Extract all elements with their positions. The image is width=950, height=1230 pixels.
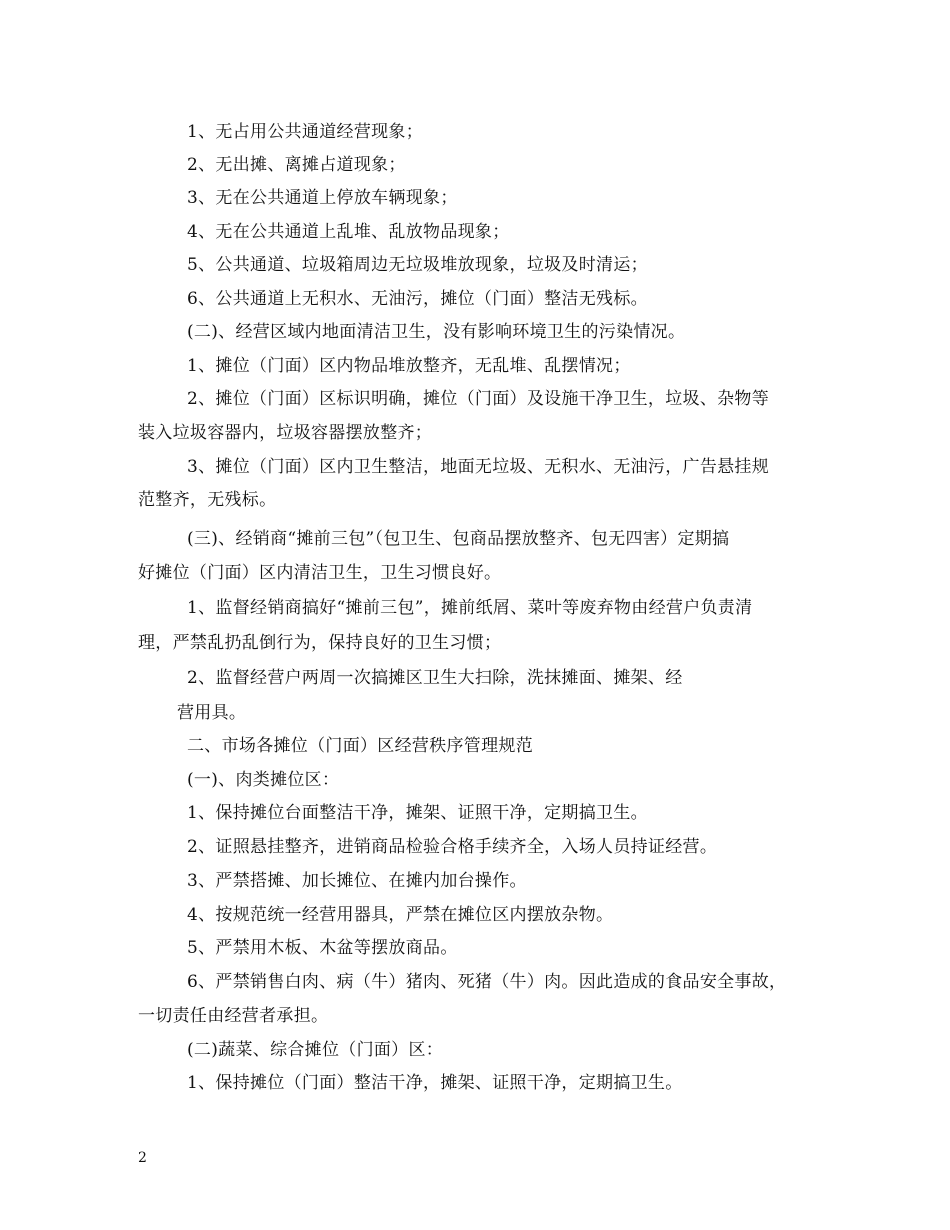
text-line: 范整齐，无残标。 <box>138 490 277 510</box>
section-heading: (二)、经营区域内地面清洁卫生，没有影响环境卫生的污染情况。 <box>187 322 686 342</box>
section-heading: (三)、经销商“摊前三包”（包卫生、包商品摆放整齐、包无四害）定期搞 <box>187 529 730 549</box>
text-line: 1、保持摊位台面整洁干净，摊架、证照干净，定期搞卫生。 <box>187 803 648 823</box>
text-line: 1、监督经销商搞好“摊前三包”，摊前纸屑、菜叶等废弃物由经营户负责清 <box>187 598 753 618</box>
text-line: 5、严禁用木板、木盆等摆放商品。 <box>187 938 458 958</box>
text-line: 4、按规范统一经营用器具，严禁在摊位区内摆放杂物。 <box>187 905 614 925</box>
page-number: 2 <box>138 1150 147 1166</box>
text-line: 3、无在公共通道上停放车辆现象； <box>187 188 458 208</box>
text-line: 2、摊位（门面）区标识明确，摊位（门面）及设施干净卫生，垃圾、杂物等 <box>187 389 770 409</box>
text-line: 3、摊位（门面）区内卫生整洁，地面无垃圾、无积水、无油污，广告悬挂规 <box>187 457 770 477</box>
section-heading: (一)、肉类摊位区： <box>187 770 340 790</box>
text-line: 5、公共通道、垃圾箱周边无垃圾堆放现象，垃圾及时清运； <box>187 255 648 275</box>
section-heading: (二)蔬菜、综合摊位（门面）区： <box>187 1040 444 1060</box>
text-line: 2、证照悬挂整齐，进销商品检验合格手续齐全，入场人员持证经营。 <box>187 837 718 857</box>
text-line: 4、无在公共通道上乱堆、乱放物品现象； <box>187 222 510 242</box>
text-line: 6、公共通道上无积水、无油污，摊位（门面）整洁无残标。 <box>187 289 648 309</box>
text-line: 一切责任由经营者承担。 <box>138 1006 329 1026</box>
text-line: 装入垃圾容器内，垃圾容器摆放整齐； <box>138 423 433 443</box>
text-line: 2、监督经营户两周一次搞摊区卫生大扫除，洗抹摊面、摊架、经 <box>187 668 683 688</box>
text-line: 好摊位（门面）区内清洁卫生，卫生习惯良好。 <box>138 563 502 583</box>
text-line: 营用具。 <box>177 703 247 723</box>
text-line: 6、严禁销售白肉、病（牛）猪肉、死猪（牛）肉。因此造成的食品安全事故， <box>187 972 787 992</box>
text-line: 3、严禁搭摊、加长摊位、在摊内加台操作。 <box>187 871 527 891</box>
text-line: 理，严禁乱扔乱倒行为，保持良好的卫生习惯； <box>138 633 502 653</box>
text-line: 2、无出摊、离摊占道现象； <box>187 155 406 175</box>
section-heading: 二、市场各摊位（门面）区经营秩序管理规范 <box>187 736 533 756</box>
text-line: 1、无占用公共通道经营现象； <box>187 122 424 142</box>
text-line: 1、摊位（门面）区内物品堆放整齐，无乱堆、乱摆情况； <box>187 356 631 376</box>
text-line: 1、保持摊位（门面）整洁干净，摊架、证照干净，定期搞卫生。 <box>187 1073 683 1093</box>
